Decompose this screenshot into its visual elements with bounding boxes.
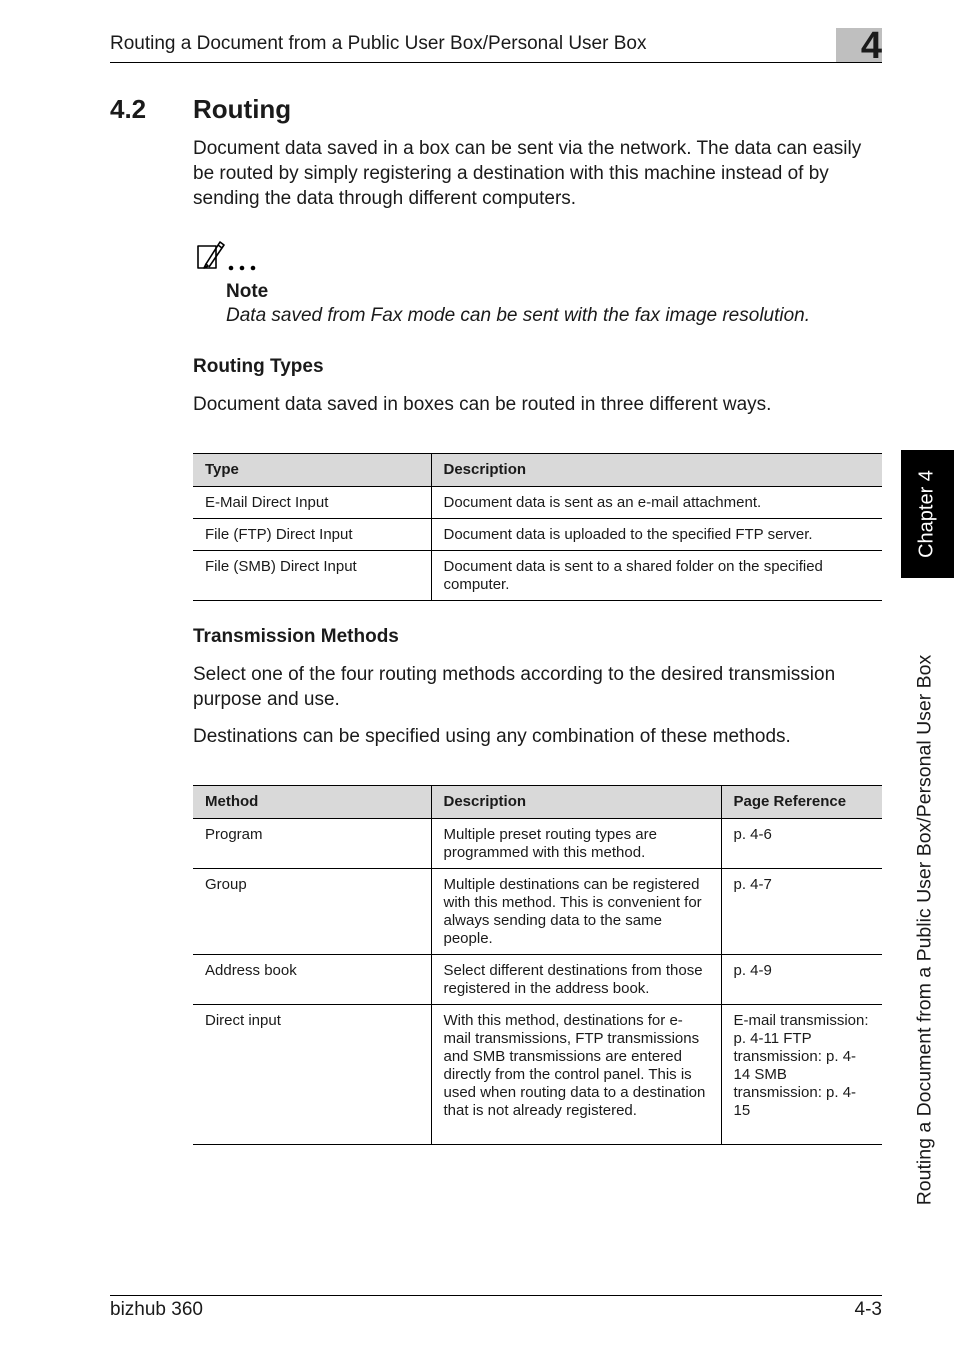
table-cell: E-mail transmission: p. 4-11 FTP transmission: p. 4-14 SMB transmission: p. 4-15 xyxy=(721,1005,882,1145)
column-header: Type xyxy=(193,454,431,487)
table-cell: File (FTP) Direct Input xyxy=(193,519,431,551)
table-cell: Select different destinations from those registered in the address book. xyxy=(431,955,721,1005)
transmission-methods-heading: Transmission Methods xyxy=(193,626,399,647)
footer-page-number: 4-3 xyxy=(854,1299,882,1320)
note-label: Note xyxy=(226,281,269,302)
table-header-row xyxy=(193,786,882,819)
table-cell: Address book xyxy=(193,955,431,1005)
header-rule xyxy=(110,62,882,63)
transmission-methods-table xyxy=(193,785,882,1145)
running-header: Routing a Document from a Public User Box/Personal User Box xyxy=(110,33,647,54)
transmission-methods-note: Destinations can be specified using any combination of these methods. xyxy=(193,726,791,747)
section-title: Routing xyxy=(193,94,292,124)
column-header: Description xyxy=(431,454,882,487)
section-number: 4.2 xyxy=(110,94,147,124)
table-cell: Document data is sent to a shared folder on the specified computer. xyxy=(431,551,882,601)
routing-types-heading: Routing Types xyxy=(193,356,324,377)
table-cell: Group xyxy=(193,869,431,955)
table-cell: Document data is uploaded to the specified FTP server. xyxy=(431,519,882,551)
table-cell: p. 4-7 xyxy=(721,869,882,955)
table-cell: Direct input xyxy=(193,1005,431,1145)
table-header-row xyxy=(193,454,882,487)
column-header: Description xyxy=(431,786,721,819)
table-cell: p. 4-9 xyxy=(721,955,882,1005)
footer-rule xyxy=(110,1295,882,1296)
table-row xyxy=(193,487,882,519)
column-header: Method xyxy=(193,786,431,819)
table-row xyxy=(193,869,882,955)
table-row xyxy=(193,955,882,1005)
chapter-number: 4 xyxy=(860,25,882,67)
pencil-note-icon xyxy=(196,238,266,274)
table-cell: Document data is sent as an e-mail attachment. xyxy=(431,487,882,519)
table-cell: Multiple preset routing types are programmed with this method. xyxy=(431,819,721,869)
table-row xyxy=(193,519,882,551)
side-chapter-title: Routing a Document from a Public User Box/Personal User Box xyxy=(913,654,936,1206)
routing-types-intro: Document data saved in boxes can be routed in three different ways. xyxy=(193,394,772,415)
transmission-methods-intro: Select one of the four routing methods according to the desired transmission purpose and use. xyxy=(193,664,836,710)
table-row xyxy=(193,819,882,869)
table-row xyxy=(193,551,882,601)
table-row xyxy=(193,1005,882,1145)
table-cell: With this method, destinations for e-mail transmissions, FTP transmissions and SMB transmissions are entered directly from the control panel. This is used when routing data to a destination that is not already registered. xyxy=(431,1005,721,1145)
table-cell: Multiple destinations can be registered with this method. This is convenient for always sending data to the same people. xyxy=(431,869,721,955)
routing-types-table xyxy=(193,453,882,601)
column-header: Page Reference xyxy=(721,786,882,819)
section-intro: Document data saved in a box can be sent via the network. The data can easily be routed by simply registering a destination with this machine instead of by sending the data through different computers. xyxy=(193,138,862,209)
chapter-side-tab-label: Chapter 4 xyxy=(915,470,938,558)
table-cell: p. 4-6 xyxy=(721,819,882,869)
table-cell: Program xyxy=(193,819,431,869)
table-cell: E-Mail Direct Input xyxy=(193,487,431,519)
footer-product: bizhub 360 xyxy=(110,1299,203,1320)
note-text: Data saved from Fax mode can be sent with the fax image resolution. xyxy=(226,305,811,326)
table-cell: File (SMB) Direct Input xyxy=(193,551,431,601)
